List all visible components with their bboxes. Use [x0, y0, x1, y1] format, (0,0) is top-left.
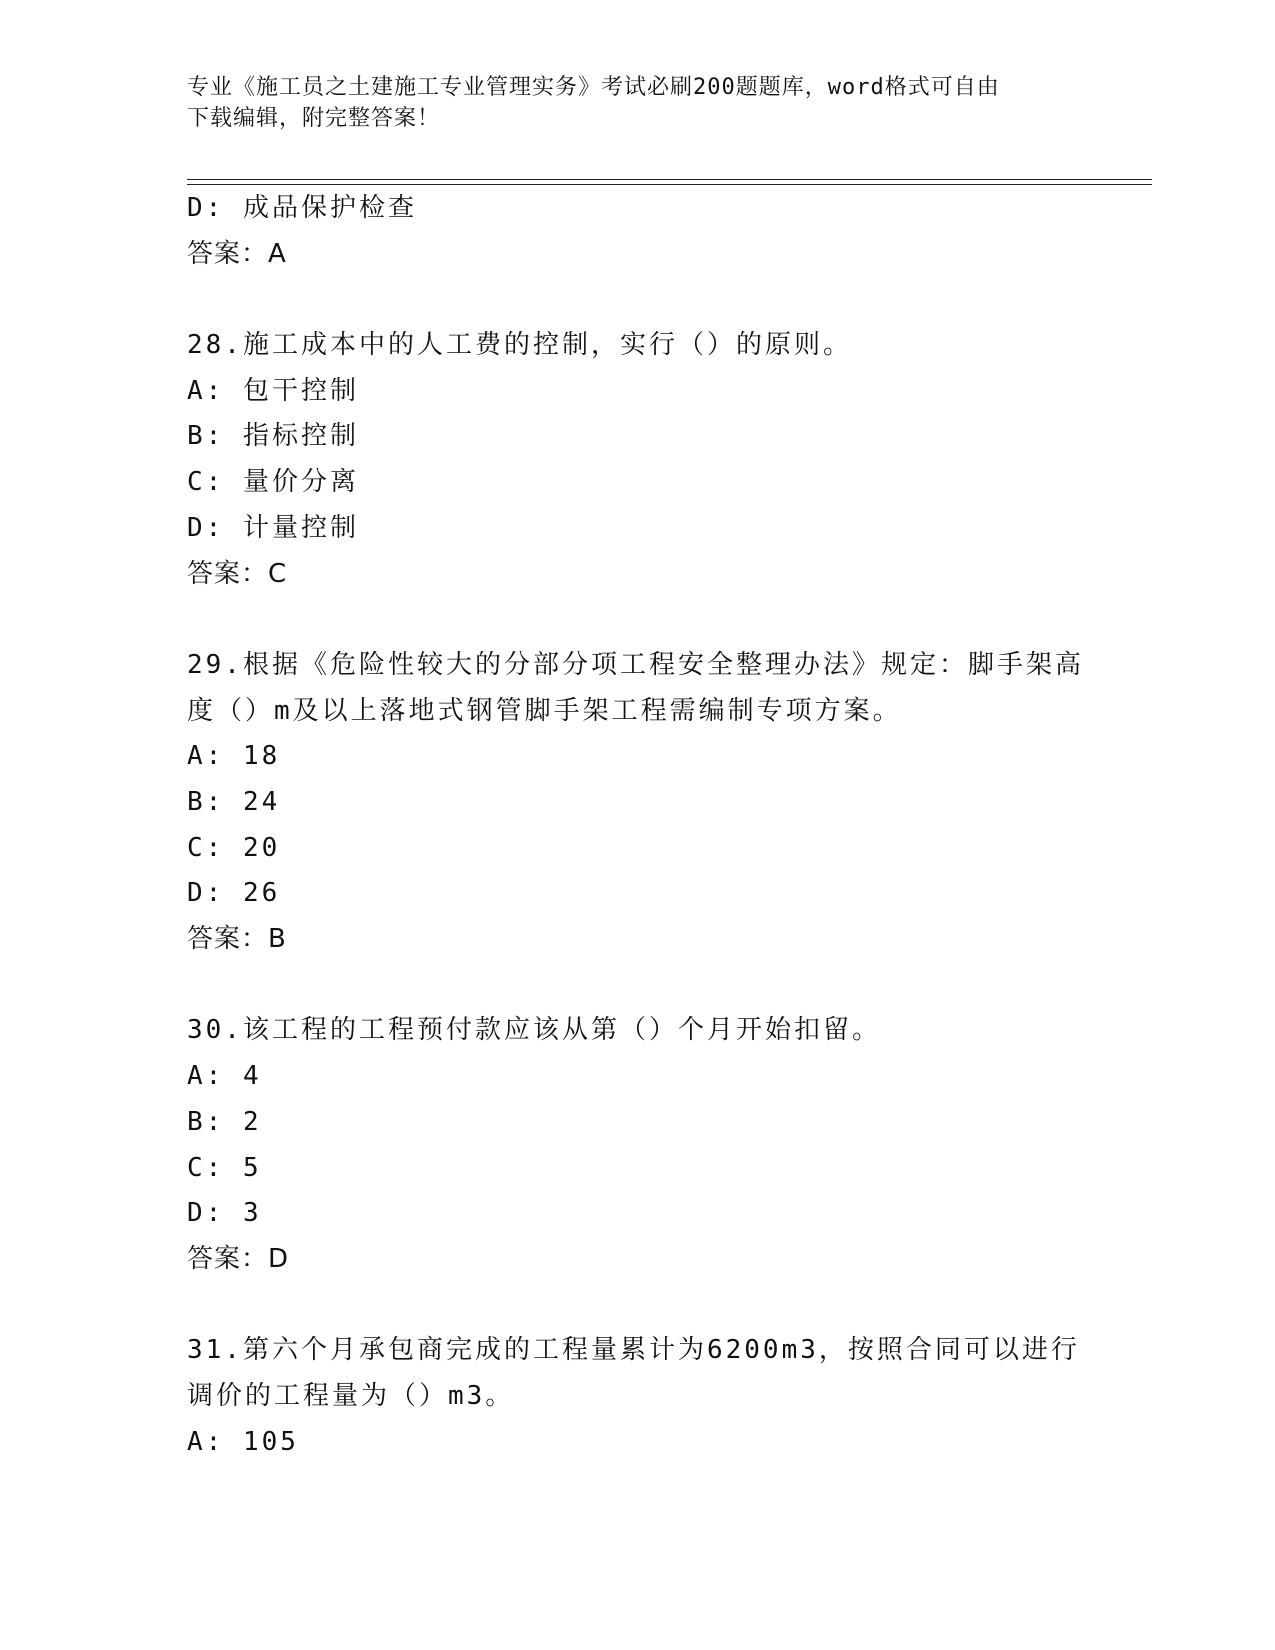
- option-a: A: 4: [187, 1061, 262, 1092]
- option-a: A: 105: [187, 1426, 299, 1457]
- header-divider-top: [187, 179, 1152, 180]
- question-31: [187, 1328, 1107, 1465]
- spacer: [187, 597, 1107, 643]
- question-28: [187, 323, 1107, 597]
- spacer: [187, 963, 1107, 1009]
- document-header: [187, 72, 1087, 134]
- option-c: C: 20: [187, 832, 281, 863]
- answer: 答案：D: [187, 1243, 290, 1274]
- option-b: B: 24: [187, 786, 281, 817]
- option-d: D: 计量控制: [187, 512, 359, 543]
- question-text: 28.施工成本中的人工费的控制，实行（）的原则。: [187, 330, 852, 361]
- option-d: D: 成品保护检查: [187, 193, 417, 223]
- header-line-1: 专业《施工员之土建施工专业管理实务》考试必刷200题题库，word格式可自由: [187, 75, 1000, 100]
- document-body: [187, 186, 1107, 1465]
- previous-question-tail: [187, 186, 1107, 277]
- option-d: D: 26: [187, 878, 281, 909]
- spacer: [187, 1283, 1107, 1329]
- question-text: 30.该工程的工程预付款应该从第（）个月开始扣留。: [187, 1015, 881, 1046]
- answer: 答案：A: [187, 238, 287, 269]
- option-c: C: 5: [187, 1152, 262, 1183]
- option-c: C: 量价分离: [187, 467, 359, 498]
- question-text: 29.根据《危险性较大的分部分项工程安全整理办法》规定：脚手架高度（）m及以上落地式钢管脚手架工程需编制专项方案。: [187, 649, 1084, 726]
- option-d: D: 3: [187, 1198, 262, 1229]
- option-b: B: 2: [187, 1106, 262, 1137]
- option-b: B: 指标控制: [187, 421, 359, 452]
- question-29: [187, 643, 1107, 963]
- answer: 答案：C: [187, 558, 288, 589]
- option-a: A: 包干控制: [187, 375, 359, 406]
- spacer: [187, 277, 1107, 323]
- question-text: 31.第六个月承包商完成的工程量累计为6200m3，按照合同可以进行调价的工程量为（）m3。: [187, 1335, 1080, 1411]
- header-line-2: 下载编辑，附完整答案！: [187, 106, 441, 131]
- question-30: [187, 1008, 1107, 1282]
- header-divider-bottom: [187, 184, 1152, 185]
- answer: 答案：B: [187, 924, 287, 955]
- option-a: A: 18: [187, 741, 281, 772]
